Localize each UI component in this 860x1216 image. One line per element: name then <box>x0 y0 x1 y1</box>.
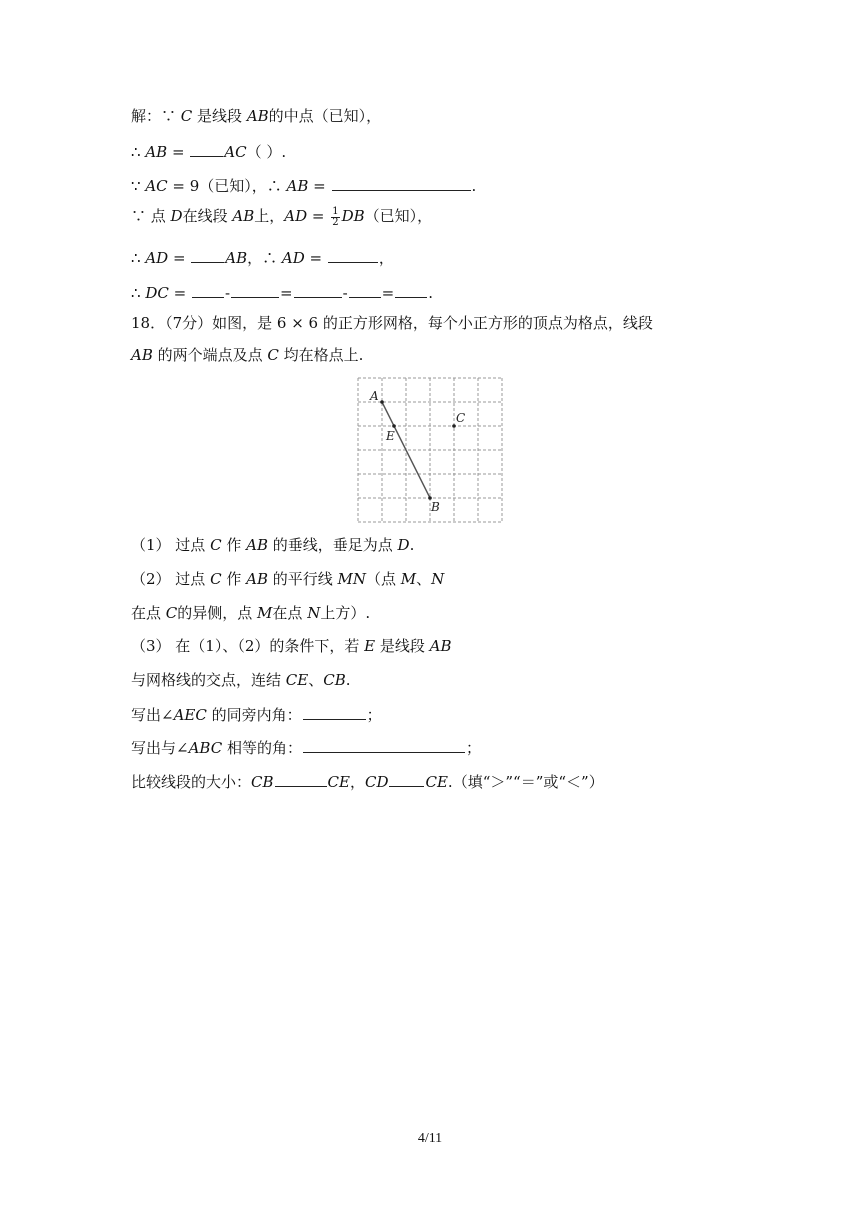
math-m: M <box>257 604 273 622</box>
text: 在线段 <box>182 207 233 225</box>
text: - <box>224 284 231 302</box>
text: 解：∵ <box>131 107 181 125</box>
text: ， <box>349 773 365 791</box>
text: . <box>428 284 434 302</box>
answer-blank[interactable] <box>231 282 279 298</box>
label-a: A <box>370 389 379 403</box>
math-aec: AEC <box>173 706 207 724</box>
text: （3） 在（1）、（2）的条件下，若 <box>131 637 365 655</box>
solution-line-5 <box>131 247 394 268</box>
text: 在点 <box>272 604 308 622</box>
text: ∴ <box>131 143 146 161</box>
math-c: C <box>180 107 193 125</box>
math-ab: AB <box>286 177 309 195</box>
label-c: C <box>456 411 466 425</box>
math-ad: AD <box>281 249 305 267</box>
math-dc: DC <box>145 284 169 302</box>
text: （已知）， <box>364 207 433 225</box>
text: = <box>304 249 327 267</box>
math-n: N <box>307 604 321 622</box>
answer-blank[interactable] <box>328 247 378 263</box>
text: ； <box>366 706 382 724</box>
solution-line-3 <box>131 175 476 196</box>
math-d: D <box>397 536 410 554</box>
text: 、 <box>308 671 324 689</box>
text: 相等的角： <box>222 739 302 757</box>
fraction-denominator: 2 <box>332 216 339 228</box>
math-c: C <box>165 604 178 622</box>
math-ab: AB <box>246 536 268 554</box>
text: ， <box>378 249 394 267</box>
text: 比较线段的大小： <box>131 773 252 791</box>
text: 与网格线的交点，连结 <box>131 671 286 689</box>
math-ac: AC <box>145 177 168 195</box>
math-ce: CE <box>425 773 448 791</box>
math-ac: AC <box>224 143 247 161</box>
text: 写出∠ <box>131 706 174 724</box>
text: ∵ 点 <box>131 207 171 225</box>
part-1 <box>131 535 414 555</box>
text: = <box>280 284 293 302</box>
text: 是线段 <box>375 637 430 655</box>
math-c: C <box>267 346 279 364</box>
answer-blank[interactable] <box>190 141 223 157</box>
point-e <box>392 424 396 428</box>
answer-blank[interactable] <box>275 771 327 787</box>
text: 作 <box>221 570 247 588</box>
text: 是线段 <box>192 107 247 125</box>
text: . <box>409 536 415 554</box>
page-number: 4/11 <box>417 1131 443 1146</box>
answer-blank[interactable] <box>191 247 224 263</box>
math-db: DB <box>341 207 365 225</box>
point-a <box>380 400 384 404</box>
answer-blank[interactable] <box>192 282 224 298</box>
text: 作 <box>221 536 247 554</box>
text: - <box>342 284 348 302</box>
text: 上， <box>254 207 285 225</box>
text: = 9（已知），∴ <box>167 177 287 195</box>
math-ab: AB <box>145 143 168 161</box>
math-ab: AB <box>131 346 153 364</box>
text: 、 <box>416 570 432 588</box>
text: 均在格点上. <box>278 346 364 364</box>
math-n: N <box>431 570 445 588</box>
math-d: D <box>170 207 183 225</box>
text: （1） 过点 <box>131 536 211 554</box>
text: 在点 <box>131 604 166 622</box>
question-18-line-2 <box>131 345 363 365</box>
text: 上方）. <box>320 604 371 622</box>
text: = <box>307 207 330 225</box>
solution-line-2 <box>131 141 286 162</box>
solution-line-4 <box>131 206 432 228</box>
fraction-one-half <box>331 207 339 228</box>
text: （ ）. <box>246 143 287 161</box>
solution-line-6 <box>131 282 433 303</box>
answer-blank[interactable] <box>332 175 471 191</box>
label-b: B <box>431 500 440 514</box>
label-e: E <box>386 429 395 443</box>
fraction-numerator: 1 <box>332 205 339 217</box>
answer-blank[interactable] <box>395 282 427 298</box>
text: ∵ <box>131 177 146 195</box>
math-ad: AD <box>145 249 169 267</box>
math-ce: CE <box>285 671 309 689</box>
part-2-line-1 <box>131 569 444 589</box>
answer-blank[interactable] <box>349 282 381 298</box>
math-ab: AB <box>225 249 248 267</box>
question-equal-angle <box>131 737 481 758</box>
text: 的两个端点及点 <box>152 346 268 364</box>
question-18-line-1: 18．（7分）如图，是 6 × 6 的正方形网格，每个小正方形的顶点为格点，线段 <box>131 314 653 332</box>
math-c: C <box>210 570 222 588</box>
math-mn: MN <box>337 570 367 588</box>
text: ，∴ <box>247 249 282 267</box>
part-2-line-2 <box>131 603 370 623</box>
text: . <box>345 671 351 689</box>
text: ∴ <box>131 284 146 302</box>
text: （2） 过点 <box>131 570 211 588</box>
question-compare-segments <box>131 771 604 792</box>
text: = <box>168 284 191 302</box>
part-3-line-1 <box>131 636 452 656</box>
answer-blank[interactable] <box>303 737 465 753</box>
math-cd: CD <box>364 773 389 791</box>
math-abc: ABC <box>188 739 223 757</box>
text: 的同旁内角： <box>206 706 302 724</box>
text: = <box>168 249 191 267</box>
text: = <box>381 284 395 302</box>
math-ce: CE <box>327 773 350 791</box>
text: 的平行线 <box>267 570 338 588</box>
text: .（填“＞”“＝”或“＜”） <box>447 773 604 791</box>
answer-blank[interactable] <box>389 771 424 787</box>
solution-line-1 <box>131 106 381 126</box>
text: = <box>167 143 190 161</box>
math-ad: AD <box>284 207 308 225</box>
math-ab: AB <box>246 570 268 588</box>
answer-blank[interactable] <box>294 282 342 298</box>
math-ab: AB <box>246 107 269 125</box>
math-cb: CB <box>251 773 274 791</box>
text: 写出与∠ <box>131 739 189 757</box>
text: = <box>308 177 331 195</box>
math-c: C <box>210 536 222 554</box>
text: 的异侧，点 <box>177 604 258 622</box>
text: ∴ <box>131 249 146 267</box>
math-cb: CB <box>323 671 346 689</box>
grid-lines <box>358 378 502 522</box>
grid-figure <box>357 377 503 523</box>
math-m: M <box>400 570 417 588</box>
answer-blank[interactable] <box>303 704 366 720</box>
text: . <box>471 177 477 195</box>
text: ； <box>465 739 481 757</box>
math-ab: AB <box>429 637 452 655</box>
text: 的中点（已知）， <box>268 107 382 125</box>
text: 的垂线，垂足为点 <box>267 536 398 554</box>
question-co-interior-angle <box>131 704 382 725</box>
part-3-line-2 <box>131 670 351 690</box>
math-ab: AB <box>232 207 255 225</box>
text: （点 <box>366 570 401 588</box>
math-e: E <box>364 637 376 655</box>
